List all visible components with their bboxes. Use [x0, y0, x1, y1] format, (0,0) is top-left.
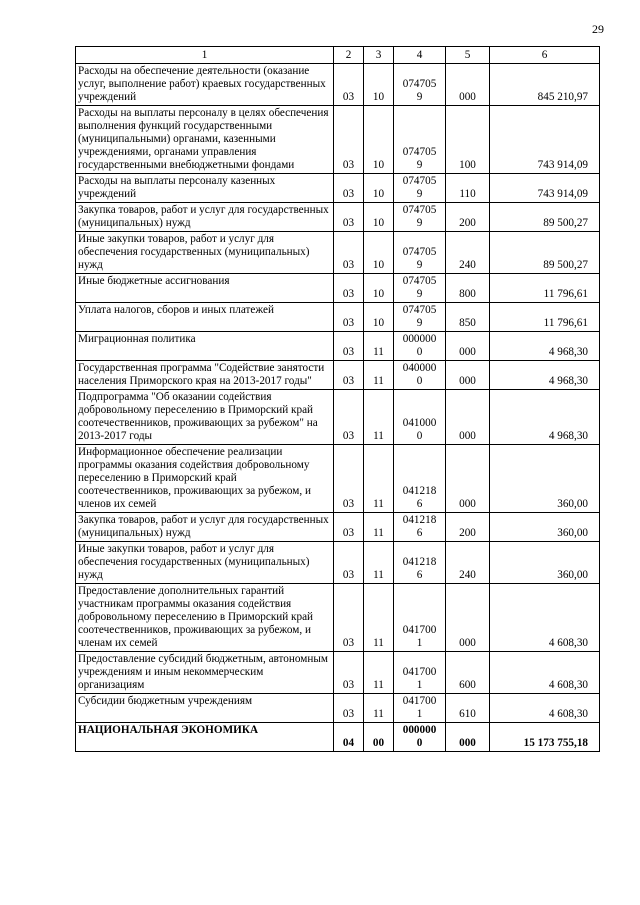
row-section: 03 [334, 390, 364, 445]
row-target-code: 074705 9 [394, 274, 446, 303]
row-subsection: 00 [364, 723, 394, 752]
row-name: Иные закупки товаров, работ и услуг для обеспечения государственных (муниципальных) нужд [76, 542, 334, 584]
table-row [76, 203, 600, 232]
row-amount: 360,00 [490, 542, 600, 584]
row-section: 03 [334, 652, 364, 694]
row-amount: 11 796,61 [490, 303, 600, 332]
row-amount: 743 914,09 [490, 174, 600, 203]
row-name: Миграционная политика [76, 332, 334, 361]
budget-table [75, 46, 600, 752]
row-name: Закупка товаров, работ и услуг для государственных (муниципальных) нужд [76, 513, 334, 542]
row-name: Предоставление дополнительных гарантий участникам программы оказания содействия добровольному переселению в Приморский край соотечественников, проживающих за рубежом, и членам их семей [76, 584, 334, 652]
row-subsection: 11 [364, 445, 394, 513]
page-number: 29 [592, 22, 604, 36]
row-amount: 4 608,30 [490, 652, 600, 694]
header-cell-1: 1 [76, 47, 334, 64]
row-target-code: 074705 9 [394, 303, 446, 332]
row-target-code: 041000 0 [394, 390, 446, 445]
row-expense-type: 000 [446, 390, 490, 445]
table-row [76, 542, 600, 584]
row-name: Предоставление субсидий бюджетным, автономным учреждениям и иным некоммерческим организациям [76, 652, 334, 694]
header-cell-4: 4 [394, 47, 446, 64]
row-expense-type: 000 [446, 361, 490, 390]
table-row [76, 303, 600, 332]
row-expense-type: 000 [446, 723, 490, 752]
row-section: 03 [334, 361, 364, 390]
row-expense-type: 000 [446, 64, 490, 106]
row-target-code: 000000 0 [394, 332, 446, 361]
row-subsection: 11 [364, 361, 394, 390]
row-target-code: 074705 9 [394, 174, 446, 203]
row-name: Информационное обеспечение реализации программы оказания содействия добровольному переселению в Приморский край соотечественников, проживающих за рубежом, и членов их семей [76, 445, 334, 513]
row-subsection: 10 [364, 106, 394, 174]
row-amount: 4 968,30 [490, 332, 600, 361]
row-amount: 360,00 [490, 513, 600, 542]
row-amount: 4 968,30 [490, 390, 600, 445]
row-expense-type: 800 [446, 274, 490, 303]
row-target-code: 041700 1 [394, 584, 446, 652]
row-name: Уплата налогов, сборов и иных платежей [76, 303, 334, 332]
row-target-code: 041700 1 [394, 694, 446, 723]
row-expense-type: 000 [446, 445, 490, 513]
table-row [76, 64, 600, 106]
row-name: Закупка товаров, работ и услуг для государственных (муниципальных) нужд [76, 203, 334, 232]
row-subsection: 11 [364, 332, 394, 361]
row-name: Подпрограмма "Об оказании содействия добровольному переселению в Приморский край соотечественников, проживающих за рубежом" на 2013-2017 годы [76, 390, 334, 445]
row-amount: 11 796,61 [490, 274, 600, 303]
table-row [76, 723, 600, 752]
row-target-code: 040000 0 [394, 361, 446, 390]
row-expense-type: 240 [446, 232, 490, 274]
table-row [76, 584, 600, 652]
row-subsection: 11 [364, 652, 394, 694]
table-row [76, 652, 600, 694]
row-name: НАЦИОНАЛЬНАЯ ЭКОНОМИКА [76, 723, 334, 752]
row-amount: 4 968,30 [490, 361, 600, 390]
row-section: 03 [334, 106, 364, 174]
table-row [76, 332, 600, 361]
table-row [76, 106, 600, 174]
row-section: 03 [334, 64, 364, 106]
row-expense-type: 240 [446, 542, 490, 584]
row-expense-type: 200 [446, 513, 490, 542]
row-name: Субсидии бюджетным учреждениям [76, 694, 334, 723]
row-subsection: 10 [364, 303, 394, 332]
row-target-code: 074705 9 [394, 64, 446, 106]
row-name: Расходы на обеспечение деятельности (оказание услуг, выполнение работ) краевых государственных учреждений [76, 64, 334, 106]
row-subsection: 11 [364, 390, 394, 445]
row-section: 03 [334, 513, 364, 542]
row-section: 03 [334, 694, 364, 723]
row-expense-type: 200 [446, 203, 490, 232]
table-row [76, 361, 600, 390]
row-target-code: 041218 6 [394, 445, 446, 513]
row-target-code: 041218 6 [394, 542, 446, 584]
row-target-code: 000000 0 [394, 723, 446, 752]
row-amount: 360,00 [490, 445, 600, 513]
row-subsection: 10 [364, 274, 394, 303]
row-target-code: 074705 9 [394, 203, 446, 232]
row-expense-type: 000 [446, 332, 490, 361]
row-subsection: 10 [364, 203, 394, 232]
table-row [76, 174, 600, 203]
row-name: Государственная программа "Содействие занятости населения Приморского края на 2013-2017 годы" [76, 361, 334, 390]
table-row [76, 274, 600, 303]
row-expense-type: 000 [446, 584, 490, 652]
header-cell-6: 6 [490, 47, 600, 64]
row-amount: 845 210,97 [490, 64, 600, 106]
row-subsection: 11 [364, 513, 394, 542]
row-expense-type: 850 [446, 303, 490, 332]
row-name: Расходы на выплаты персоналу в целях обеспечения выполнения функций государственными (муниципальными) органами, казенными учреждениями, органами управления государственными внебюджетными фондами [76, 106, 334, 174]
row-section: 03 [334, 174, 364, 203]
row-section: 03 [334, 303, 364, 332]
row-amount: 4 608,30 [490, 694, 600, 723]
row-expense-type: 100 [446, 106, 490, 174]
row-subsection: 11 [364, 542, 394, 584]
row-expense-type: 600 [446, 652, 490, 694]
row-section: 03 [334, 584, 364, 652]
row-amount: 15 173 755,18 [490, 723, 600, 752]
row-section: 03 [334, 274, 364, 303]
row-target-code: 041700 1 [394, 652, 446, 694]
row-target-code: 041218 6 [394, 513, 446, 542]
row-name: Расходы на выплаты персоналу казенных учреждений [76, 174, 334, 203]
table-row [76, 513, 600, 542]
row-amount: 89 500,27 [490, 232, 600, 274]
row-section: 03 [334, 332, 364, 361]
row-subsection: 11 [364, 694, 394, 723]
row-subsection: 10 [364, 232, 394, 274]
row-target-code: 074705 9 [394, 232, 446, 274]
header-cell-3: 3 [364, 47, 394, 64]
header-cell-2: 2 [334, 47, 364, 64]
row-subsection: 10 [364, 174, 394, 203]
row-section: 03 [334, 203, 364, 232]
table-row [76, 445, 600, 513]
row-subsection: 11 [364, 584, 394, 652]
header-cell-5: 5 [446, 47, 490, 64]
row-amount: 89 500,27 [490, 203, 600, 232]
row-name: Иные закупки товаров, работ и услуг для обеспечения государственных (муниципальных) нужд [76, 232, 334, 274]
row-expense-type: 110 [446, 174, 490, 203]
row-section: 04 [334, 723, 364, 752]
row-name: Иные бюджетные ассигнования [76, 274, 334, 303]
row-expense-type: 610 [446, 694, 490, 723]
row-amount: 743 914,09 [490, 106, 600, 174]
row-section: 03 [334, 445, 364, 513]
header-row [76, 47, 600, 64]
row-target-code: 074705 9 [394, 106, 446, 174]
table-row [76, 694, 600, 723]
row-amount: 4 608,30 [490, 584, 600, 652]
row-section: 03 [334, 232, 364, 274]
row-subsection: 10 [364, 64, 394, 106]
table-row [76, 390, 600, 445]
table-row [76, 232, 600, 274]
row-section: 03 [334, 542, 364, 584]
